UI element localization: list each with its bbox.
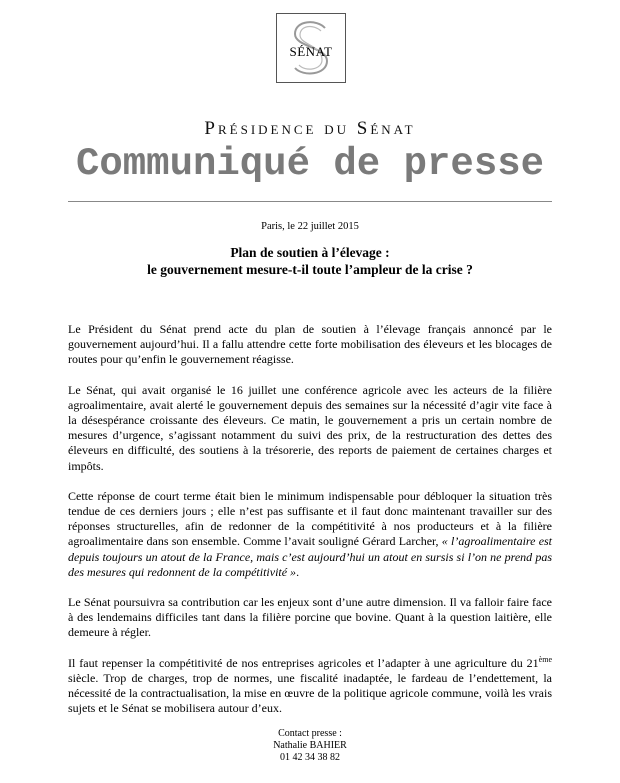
paragraph-3-end: .: [296, 564, 300, 579]
title-line-2: le gouvernement mesure-t-il toute l’ampleur de la crise ?: [147, 262, 473, 277]
press-release-body: [68, 322, 552, 731]
title-line-1: Plan de soutien à l’élevage :: [230, 245, 390, 260]
larcher-quote: « l’agroalimentaire est depuis toujours un atout de la France, mais c’est aujourd’hui un atout en sursis si l’on ne prend pas des mesures qui redonnent de la compétitivité »: [68, 534, 553, 579]
paragraph-4: Le Sénat poursuivra sa contribution car les enjeux sont d’une autre dimension. Il va falloir faire face à des lendemains difficiles tant dans la filière porcine que bovine. Quant à la question laitière, elle demeure à régler.: [68, 595, 552, 640]
paragraph-3: [68, 489, 552, 580]
press-release-title: [0, 244, 620, 278]
dateline: Paris, le 22 juillet 2015: [261, 221, 359, 232]
paragraph-2: Le Sénat, qui avait organisé le 16 juillet une conférence agricole avec les acteurs de la filière agroalimentaire, avait alerté le gouvernement depuis des semaines sur la nécessité d’agir vite face à la désespérance croissante des éleveurs. Ce matin, le gouvernement a pris un certain nombre de mesures d’urgence, s’agissant notamment du suivi des prix, de la restructuration des dettes des éleveurs en difficulté, des soutiens à la trésorerie, des reports de paiement de certaines charges et impôts.: [68, 382, 552, 473]
ordinal-superscript: ème: [538, 654, 552, 664]
presidence-heading: Présidence du Sénat: [204, 118, 416, 139]
paragraph-3-text: Cette réponse de court terme était bien le minimum indispensable pour débloquer la situation très tendue de ces derniers jours ; elle n’est pas suffisante et il faut donc maintenant travailler sur des réponses structurelles, afin de redonner de la compétitivité à nos producteurs et à la filière agroalimentaire dans son ensemble. Comme l’avait souligné Gérard Larcher,: [68, 488, 552, 549]
communique-heading: Communiqué de presse: [75, 142, 545, 186]
contact-phone: 01 42 34 38 82: [280, 752, 340, 763]
paragraph-5-end: siècle. Trop de charges, trop de normes, une fiscalité inadaptée, le fardeau de l’endettement, la nécessité de la contractualisation, la mise en œuvre de la politique agricole commune, voilà les vrais sujets et le Sénat se mobilisera autour d’eux.: [68, 670, 552, 716]
paragraph-1: Le Président du Sénat prend acte du plan de soutien à l’élevage français annoncé par le gouvernement aujourd’hui. Il a fallu attendre cette forte mobilisation des éleveurs et les blocages de routes pour qu’enfin le gouvernement réagisse.: [68, 322, 552, 367]
paragraph-5-start: Il faut repenser la compétitivité de nos entreprises agricoles et l’adapter à une agriculture du 21: [68, 655, 539, 670]
senat-logo: [276, 13, 346, 83]
header-divider: [68, 201, 552, 202]
logo-text: SÉNAT: [289, 44, 333, 59]
contact-label: Contact presse :: [278, 728, 342, 739]
press-contact: [0, 728, 620, 764]
paragraph-5: [68, 656, 552, 717]
contact-name: Nathalie BAHIER: [273, 740, 347, 751]
